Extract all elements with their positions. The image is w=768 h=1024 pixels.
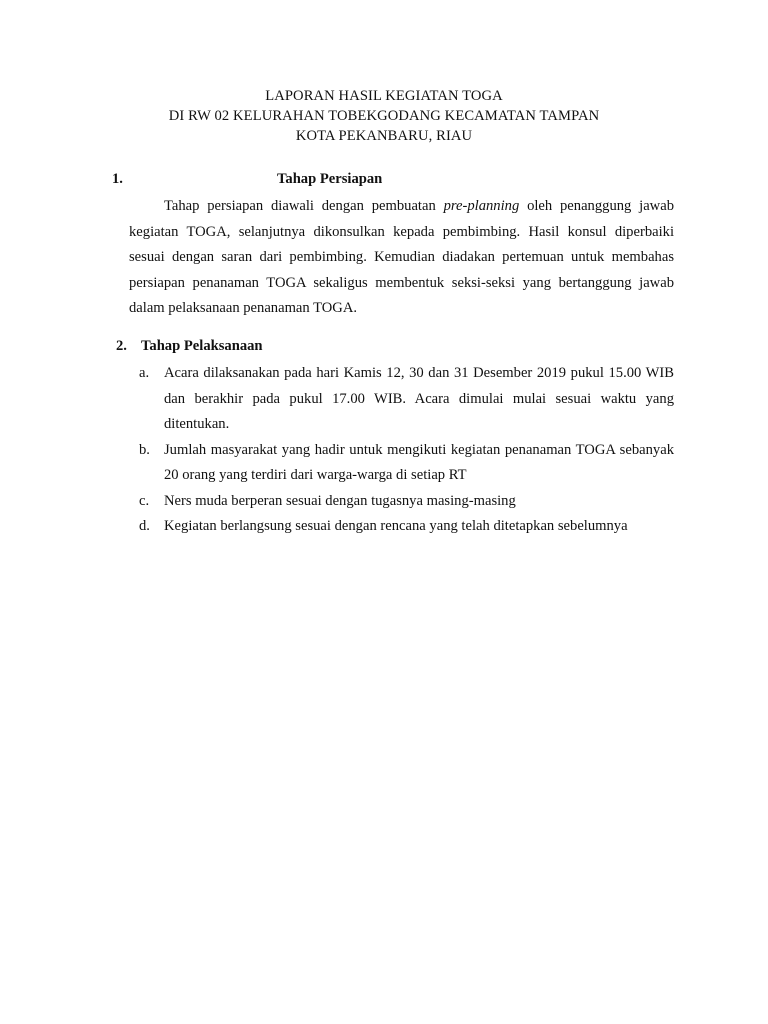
section-2-list	[139, 361, 674, 540]
list-marker: c.	[139, 492, 150, 509]
section-1-paragraph	[129, 194, 674, 322]
list-item	[139, 438, 674, 489]
title-line-2: DI RW 02 KELURAHAN TOBEKGODANG KECAMATAN TAMPAN	[168, 108, 600, 124]
section-2-header	[116, 338, 263, 355]
list-marker: a.	[139, 365, 150, 381]
section-1-heading: Tahap Persiapan	[277, 171, 383, 187]
report-title	[0, 86, 768, 146]
list-item	[139, 514, 674, 540]
section-1-number: 1.	[112, 171, 123, 187]
title-line-1: LAPORAN HASIL KEGIATAN TOGA	[265, 88, 503, 104]
list-item	[139, 489, 674, 515]
paragraph-text-1: Tahap persiapan diawali dengan pembuatan	[164, 198, 444, 214]
section-2-heading: Tahap Pelaksanaan	[141, 338, 263, 354]
section-2-number: 2.	[116, 338, 127, 354]
paragraph-italic-term: pre-planning	[443, 198, 520, 214]
list-marker: d.	[139, 518, 150, 534]
list-item-text: Acara dilaksanakan pada hari Kamis 12, 30 dan 31 Desember 2019 pukul 15.00 WIB dan berakhir pada pukul 17.00 WIB. Acara dimulai mulai sesuai waktu yang ditentukan.	[164, 365, 674, 432]
title-line-3: KOTA PEKANBARU, RIAU	[295, 128, 473, 144]
list-marker: b.	[139, 441, 150, 458]
list-item-text: Kegiatan berlangsung sesuai dengan rencana yang telah ditetapkan sebelumnya	[164, 518, 628, 534]
list-item-text: Ners muda berperan sesuai dengan tugasnya masing-masing	[164, 492, 516, 509]
list-item-text: Jumlah masyarakat yang hadir untuk mengikuti kegiatan penanaman TOGA sebanyak 20 orang yang terdiri dari warga-warga di setiap RT	[164, 441, 674, 483]
list-item	[139, 361, 674, 438]
paragraph-text-2: oleh penanggung jawab kegiatan TOGA, selanjutnya dikonsulkan kepada pembimbing. Hasil konsul diperbaiki sesuai dengan saran dari pembimbing. Kemudian diadakan pertemuan untuk membahas persiapan penanaman TOGA sekaligus membentuk seksi-seksi yang bertanggung jawab dalam pelaksanaan penanaman TOGA.	[129, 198, 675, 316]
